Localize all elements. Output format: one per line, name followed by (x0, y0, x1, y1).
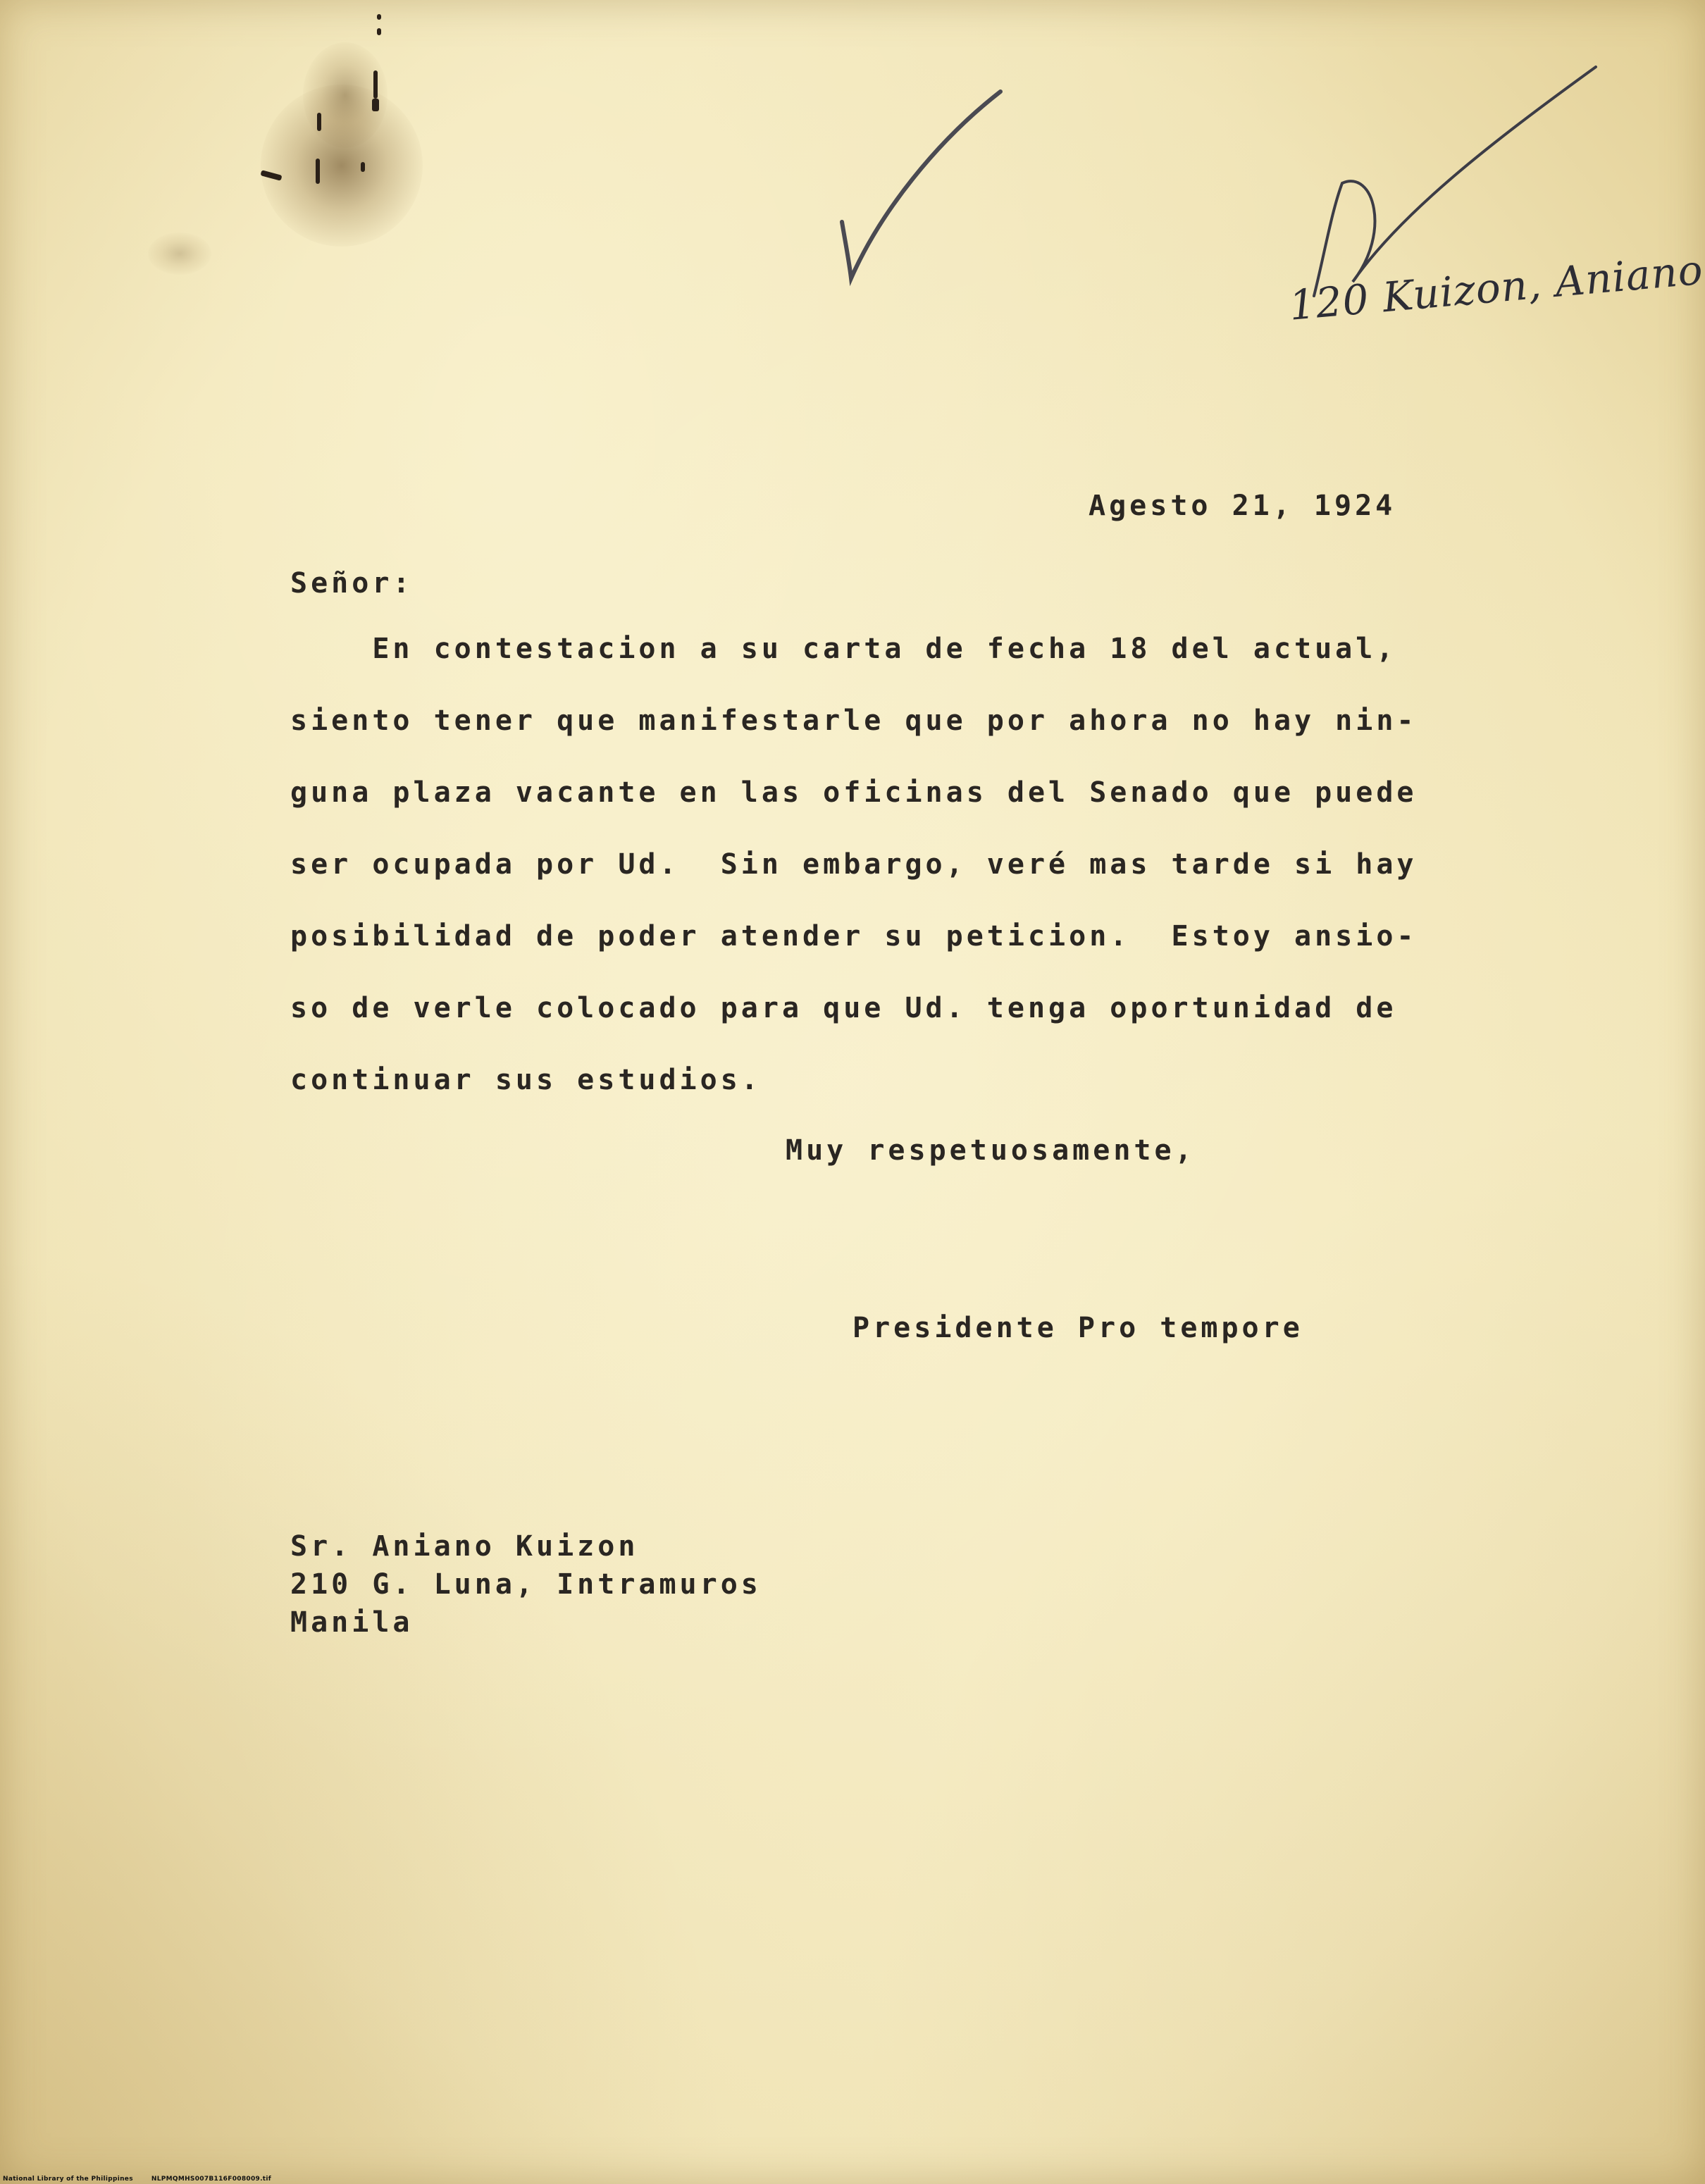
recipient-city: Manila (290, 1606, 414, 1639)
body-line: En contestacion a su carta de fecha 18 del actual, (290, 633, 1397, 665)
pencil-checkmark (842, 92, 1000, 278)
archive-caption (3, 2176, 271, 2183)
body-line: posibilidad de poder atender su peticion. Estoy ansio- (290, 920, 1418, 953)
letter-closing: Muy respetuosamente, (786, 1134, 1196, 1167)
punch-holes (296, 14, 402, 225)
archive-institution: National Library of the Philippines (3, 2176, 133, 2183)
ink-stain (148, 232, 211, 275)
letter-date: Agesto 21, 1924 (1089, 490, 1396, 522)
body-line: guna plaza vacante en las oficinas del Senado que puede (290, 776, 1418, 809)
body-line: ser ocupada por Ud. Sin embargo, veré mas tarde si hay (290, 848, 1418, 881)
body-line: continuar sus estudios. (290, 1064, 762, 1096)
body-line: so de verle colocado para que Ud. tenga oportunidad de (290, 992, 1397, 1024)
archive-file-id: NLPMQMHS007B116F008009.tif (151, 2176, 271, 2183)
recipient-street: 210 G. Luna, Intramuros (290, 1568, 762, 1601)
body-line: siento tener que manifestarle que por ahora no hay nin- (290, 705, 1418, 737)
letter-salutation: Señor: (290, 567, 414, 600)
signature-title: Presidente Pro tempore (852, 1312, 1303, 1344)
handwritten-annotation: 120 Kuizon, Aniano (1287, 245, 1705, 330)
recipient-name: Sr. Aniano Kuizon (290, 1530, 639, 1563)
